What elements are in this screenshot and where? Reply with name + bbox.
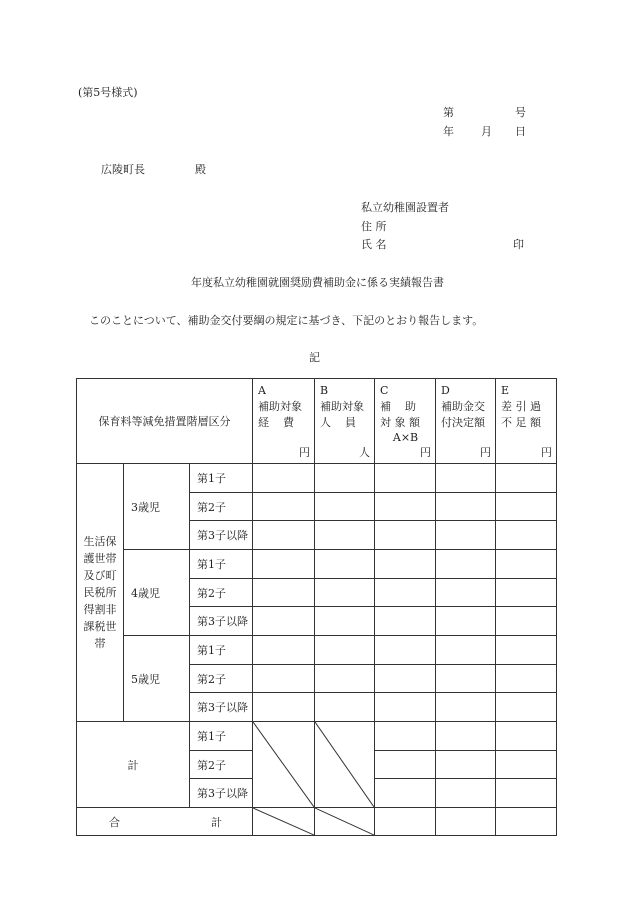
cell-e[interactable] [496, 464, 557, 493]
cell-a[interactable] [253, 665, 315, 693]
category-line: 民税所 [83, 586, 117, 599]
cell-a[interactable] [253, 550, 315, 579]
cell-b[interactable] [315, 693, 375, 722]
cell-e[interactable] [496, 693, 557, 722]
age-label: 3歳児 [124, 464, 190, 550]
child-label: 第1子 [190, 722, 253, 751]
date-day: 日 [515, 125, 526, 138]
col-key: B [320, 384, 329, 397]
diagonal-strike [253, 722, 314, 807]
cell-d[interactable] [436, 751, 496, 779]
total-b-struck [315, 808, 375, 836]
report-table [76, 378, 557, 836]
col-line2: 対 象 額 [380, 416, 420, 429]
col-line1: 差 引 過 [501, 400, 541, 413]
cell-d[interactable] [436, 521, 496, 550]
grand-total-right: 計 [211, 815, 222, 829]
cell-e[interactable] [496, 521, 557, 550]
doc-number-dai: 第 [443, 106, 454, 119]
cell-b[interactable] [315, 550, 375, 579]
cell-b[interactable] [315, 665, 375, 693]
col-line1: 補 助 [380, 400, 416, 413]
subtotal-label: 計 [77, 722, 190, 808]
col-key: A [258, 384, 266, 397]
cell-c[interactable] [375, 751, 436, 779]
cell-e[interactable] [496, 751, 557, 779]
cell-b[interactable] [315, 607, 375, 636]
addressee-name: 広陵町長 [101, 163, 145, 176]
category-line: 及び町 [83, 569, 117, 582]
cell-a[interactable] [253, 579, 315, 607]
cell-c[interactable] [375, 550, 436, 579]
header-col-e [496, 379, 557, 464]
child-label: 第3子以降 [190, 693, 253, 722]
total-a-struck [253, 808, 315, 836]
cell-d[interactable] [436, 636, 496, 665]
cell-d[interactable] [436, 808, 496, 836]
col-unit: 円 [420, 446, 431, 459]
cell-c[interactable] [375, 521, 436, 550]
cell-d[interactable] [436, 722, 496, 751]
child-label: 第2子 [190, 493, 253, 521]
header-col-b [315, 379, 375, 464]
cell-c[interactable] [375, 779, 436, 808]
cell-d[interactable] [436, 693, 496, 722]
cell-e[interactable] [496, 636, 557, 665]
category-line: 得割非 [83, 603, 117, 616]
subtotal-a-struck [253, 722, 315, 808]
cell-a[interactable] [253, 636, 315, 665]
cell-e[interactable] [496, 550, 557, 579]
cell-a[interactable] [253, 493, 315, 521]
cell-c[interactable] [375, 665, 436, 693]
cell-c[interactable] [375, 808, 436, 836]
cell-e[interactable] [496, 579, 557, 607]
diagonal-strike [315, 722, 374, 807]
header-col-d [436, 379, 496, 464]
header-category: 保育料等減免措置階層区分 [77, 379, 253, 464]
category-line: 生活保 [83, 535, 117, 548]
cell-c[interactable] [375, 579, 436, 607]
age-label: 5歳児 [124, 636, 190, 722]
cell-d[interactable] [436, 607, 496, 636]
child-label: 第1子 [190, 464, 253, 493]
cell-b[interactable] [315, 493, 375, 521]
document-title: 年度私立幼稚園就園奨励費補助金に係る実績報告書 [191, 276, 444, 289]
child-label: 第1子 [190, 550, 253, 579]
form-number: (第5号様式) [78, 86, 138, 99]
cell-b[interactable] [315, 636, 375, 665]
child-label: 第2子 [190, 665, 253, 693]
cell-c[interactable] [375, 464, 436, 493]
grand-total-left: 合 [109, 815, 120, 829]
cell-b[interactable] [315, 579, 375, 607]
category-line: 課税世 [83, 620, 117, 633]
child-label: 第1子 [190, 636, 253, 665]
col-line2: 経 費 [258, 416, 294, 429]
doc-number-go: 号 [515, 106, 526, 119]
diagonal-strike [253, 808, 314, 835]
cell-e[interactable] [496, 808, 557, 836]
body-text: このことについて、補助金交付要綱の規定に基づき、下記のとおり報告します。 [89, 314, 484, 327]
col-line2: 付決定額 [441, 416, 485, 429]
cell-e[interactable] [496, 493, 557, 521]
date-year: 年 [443, 125, 454, 138]
addressee-honorific: 殿 [195, 163, 206, 176]
child-label: 第2子 [190, 751, 253, 779]
diagonal-strike [315, 808, 374, 835]
subtotal-b-struck [315, 722, 375, 808]
col-line1: 補助対象 [258, 400, 302, 413]
cell-d[interactable] [436, 779, 496, 808]
cell-e[interactable] [496, 607, 557, 636]
cell-a[interactable] [253, 693, 315, 722]
col-line2: 人 員 [320, 416, 356, 429]
child-label: 第3子以降 [190, 607, 253, 636]
child-label: 第3子以降 [190, 779, 253, 808]
category-label [77, 464, 124, 722]
cell-d[interactable] [436, 665, 496, 693]
col-unit: 円 [480, 446, 491, 459]
cell-e[interactable] [496, 779, 557, 808]
col-key: D [441, 384, 450, 397]
age-label: 4歳児 [124, 550, 190, 636]
ki-heading: 記 [309, 351, 320, 364]
category-line: 護世帯 [83, 552, 117, 565]
cell-d[interactable] [436, 579, 496, 607]
seal-mark: 印 [513, 238, 524, 251]
cell-d[interactable] [436, 464, 496, 493]
col-key: E [501, 384, 510, 397]
col-line3: A×B [392, 431, 419, 444]
child-label: 第2子 [190, 579, 253, 607]
col-unit: 円 [541, 446, 552, 459]
header-col-c [375, 379, 436, 464]
applicant-title: 私立幼稚園設置者 [361, 201, 449, 214]
col-key: C [380, 384, 389, 397]
name-label: 氏 名 [361, 238, 387, 251]
category-line: 帯 [94, 637, 106, 650]
col-line1: 補助対象 [320, 400, 364, 413]
header-col-a [253, 379, 315, 464]
cell-d[interactable] [436, 493, 496, 521]
col-line2: 不 足 額 [501, 416, 541, 429]
col-unit: 人 [359, 446, 370, 459]
cell-c[interactable] [375, 636, 436, 665]
cell-c[interactable] [375, 607, 436, 636]
grand-total-label [77, 808, 253, 836]
child-label: 第3子以降 [190, 521, 253, 550]
cell-a[interactable] [253, 607, 315, 636]
cell-e[interactable] [496, 665, 557, 693]
cell-a[interactable] [253, 464, 315, 493]
col-unit: 円 [299, 446, 310, 459]
date-month: 月 [481, 125, 492, 138]
address-label: 住 所 [361, 220, 387, 233]
cell-d[interactable] [436, 550, 496, 579]
cell-c[interactable] [375, 722, 436, 751]
col-line1: 補助金交 [441, 400, 485, 413]
cell-e[interactable] [496, 722, 557, 751]
cell-c[interactable] [375, 693, 436, 722]
cell-c[interactable] [375, 493, 436, 521]
cell-b[interactable] [315, 464, 375, 493]
cell-b[interactable] [315, 521, 375, 550]
cell-a[interactable] [253, 521, 315, 550]
